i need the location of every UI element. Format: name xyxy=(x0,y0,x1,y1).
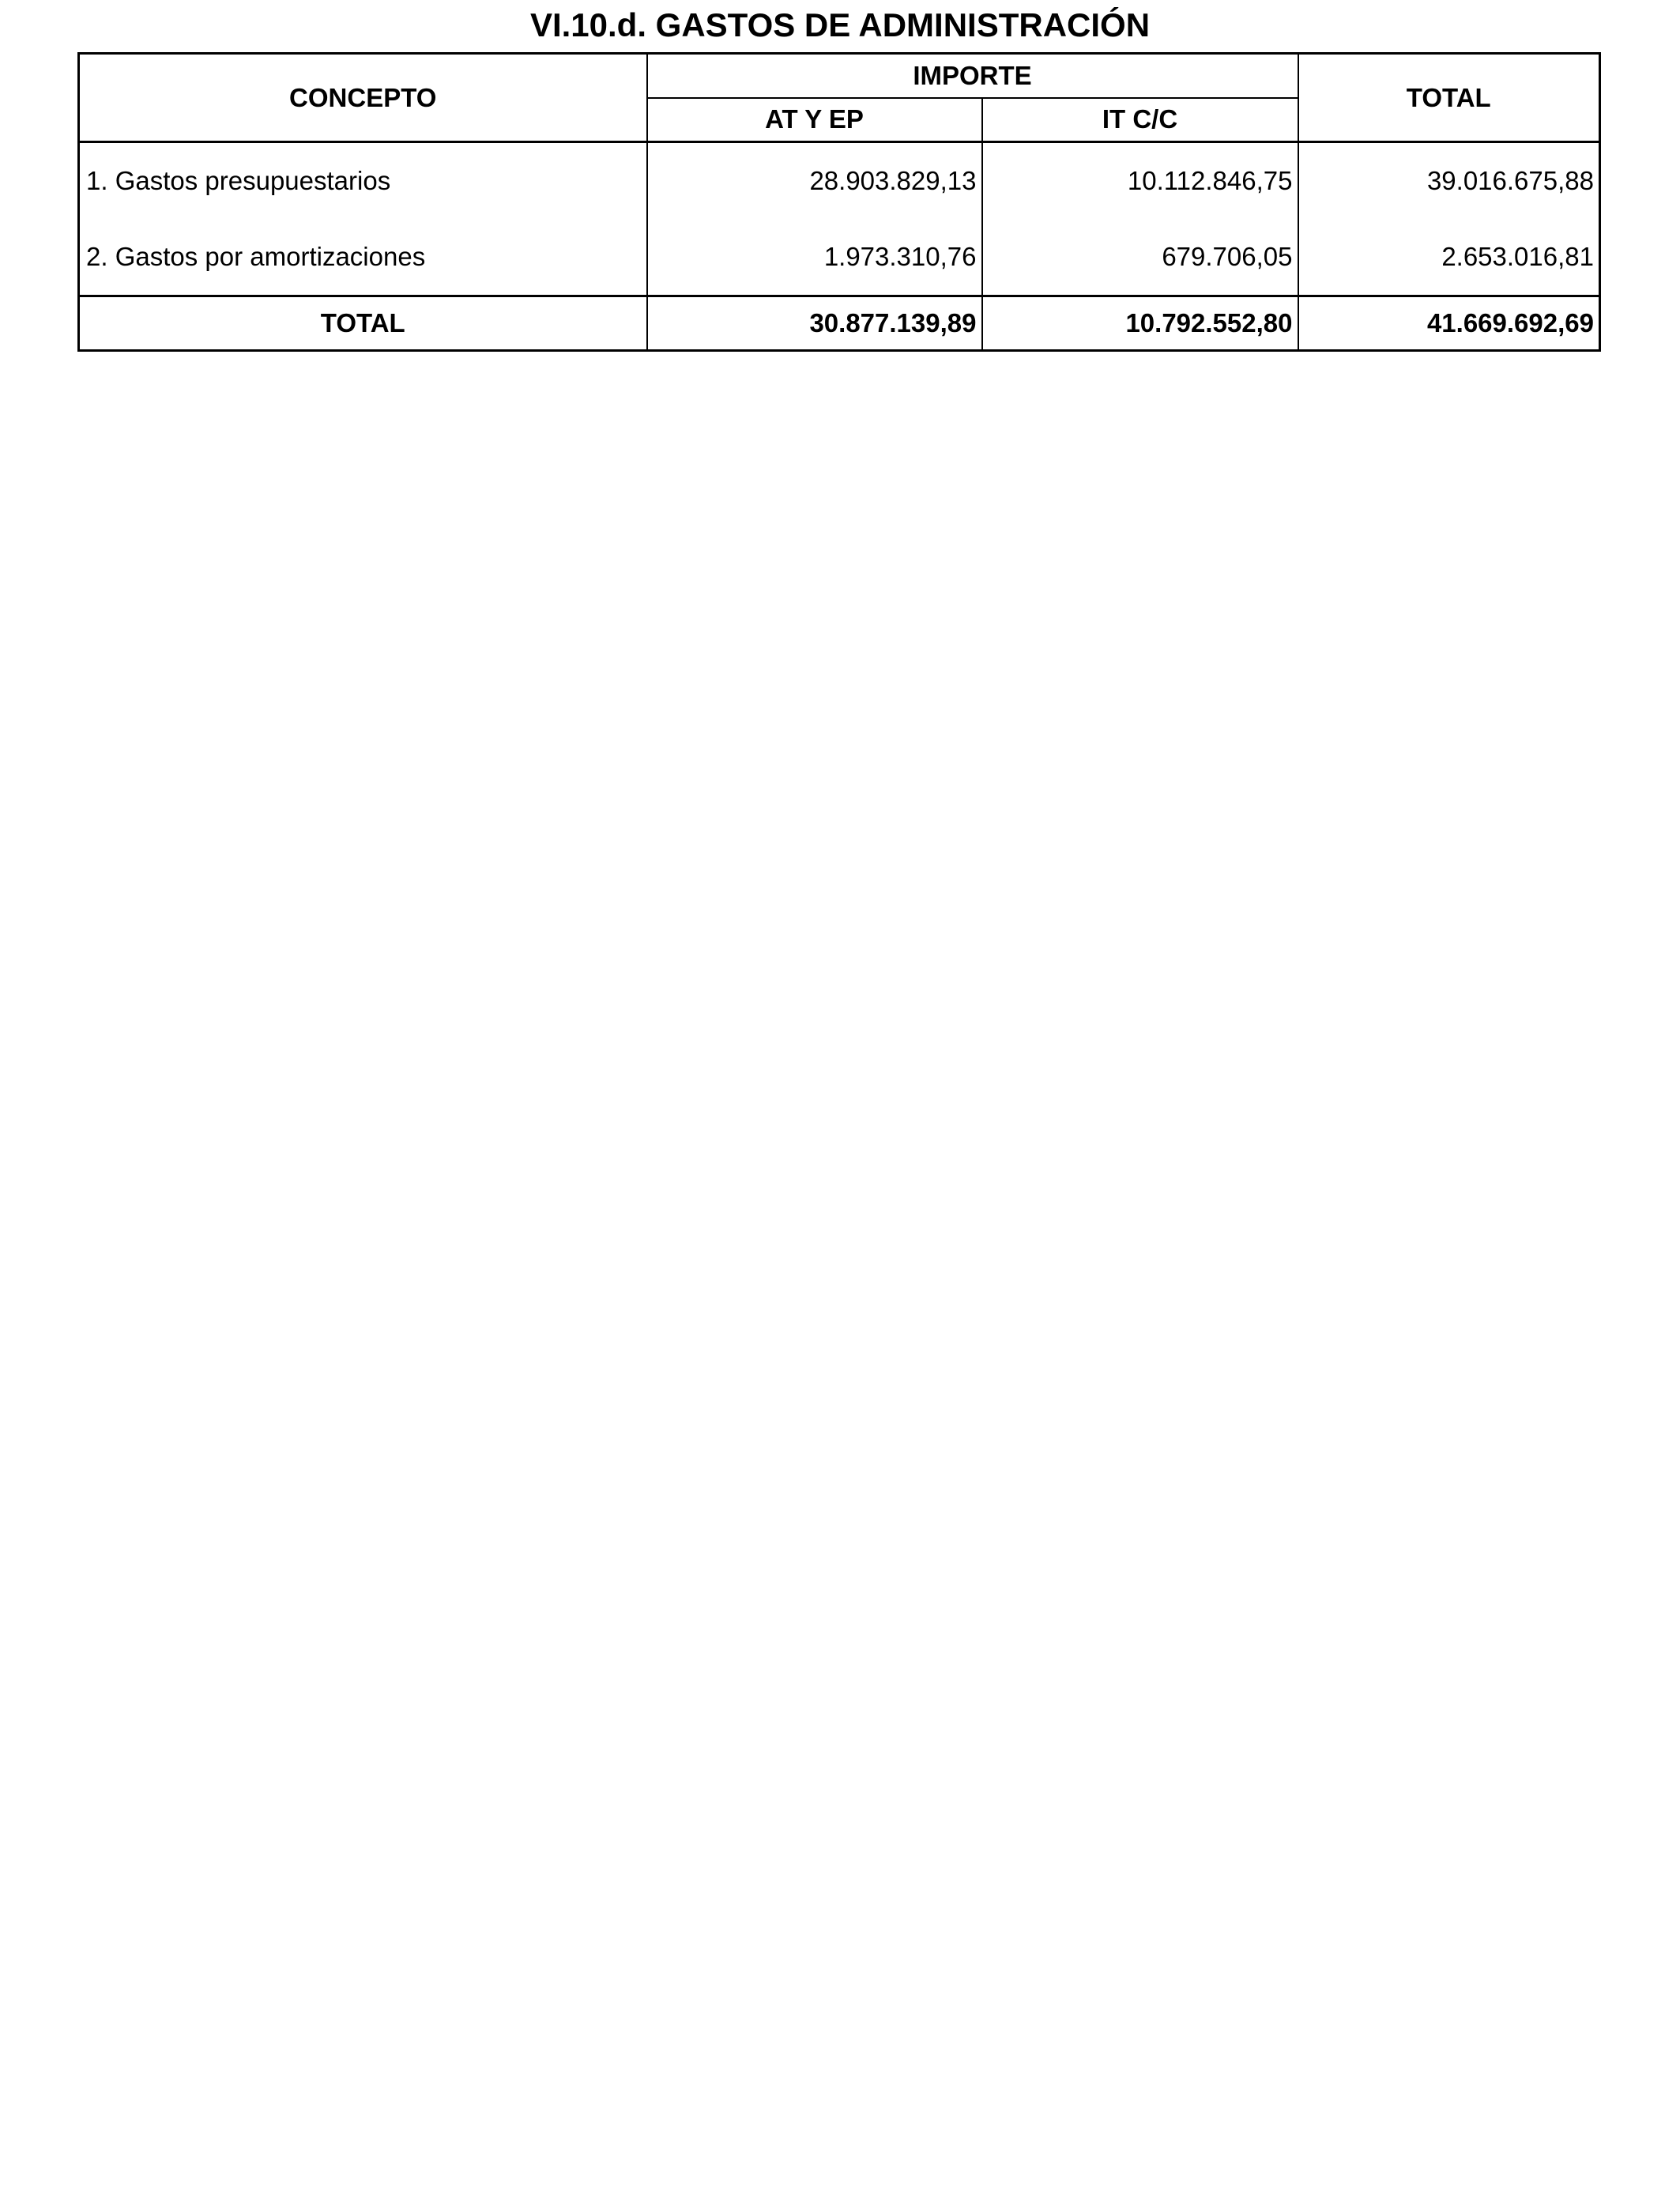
row-total: 2.653.016,81 xyxy=(1298,219,1600,296)
row-at-y-ep: 28.903.829,13 xyxy=(647,142,982,220)
header-total: TOTAL xyxy=(1298,54,1600,142)
table-row xyxy=(79,219,1600,296)
total-label: TOTAL xyxy=(79,296,647,351)
page-title: VI.10.d. GASTOS DE ADMINISTRACIÓN xyxy=(529,6,1151,43)
administration-expenses-table xyxy=(77,52,1601,352)
row-at-y-ep: 1.973.310,76 xyxy=(647,219,982,296)
row-concepto: 2. Gastos por amortizaciones xyxy=(79,219,647,296)
row-it-cc: 10.112.846,75 xyxy=(982,142,1298,220)
header-concepto: CONCEPTO xyxy=(79,54,647,142)
total-at-y-ep: 30.877.139,89 xyxy=(647,296,982,351)
total-it-cc: 10.792.552,80 xyxy=(982,296,1298,351)
header-at-y-ep: AT Y EP xyxy=(647,98,982,142)
header-importe: IMPORTE xyxy=(647,54,1298,98)
table-row xyxy=(79,142,1600,220)
total-row xyxy=(79,296,1600,351)
row-it-cc: 679.706,05 xyxy=(982,219,1298,296)
header-it-cc: IT C/C xyxy=(982,98,1298,142)
total-total: 41.669.692,69 xyxy=(1298,296,1600,351)
row-total: 39.016.675,88 xyxy=(1298,142,1600,220)
row-concepto: 1. Gastos presupuestarios xyxy=(79,142,647,220)
